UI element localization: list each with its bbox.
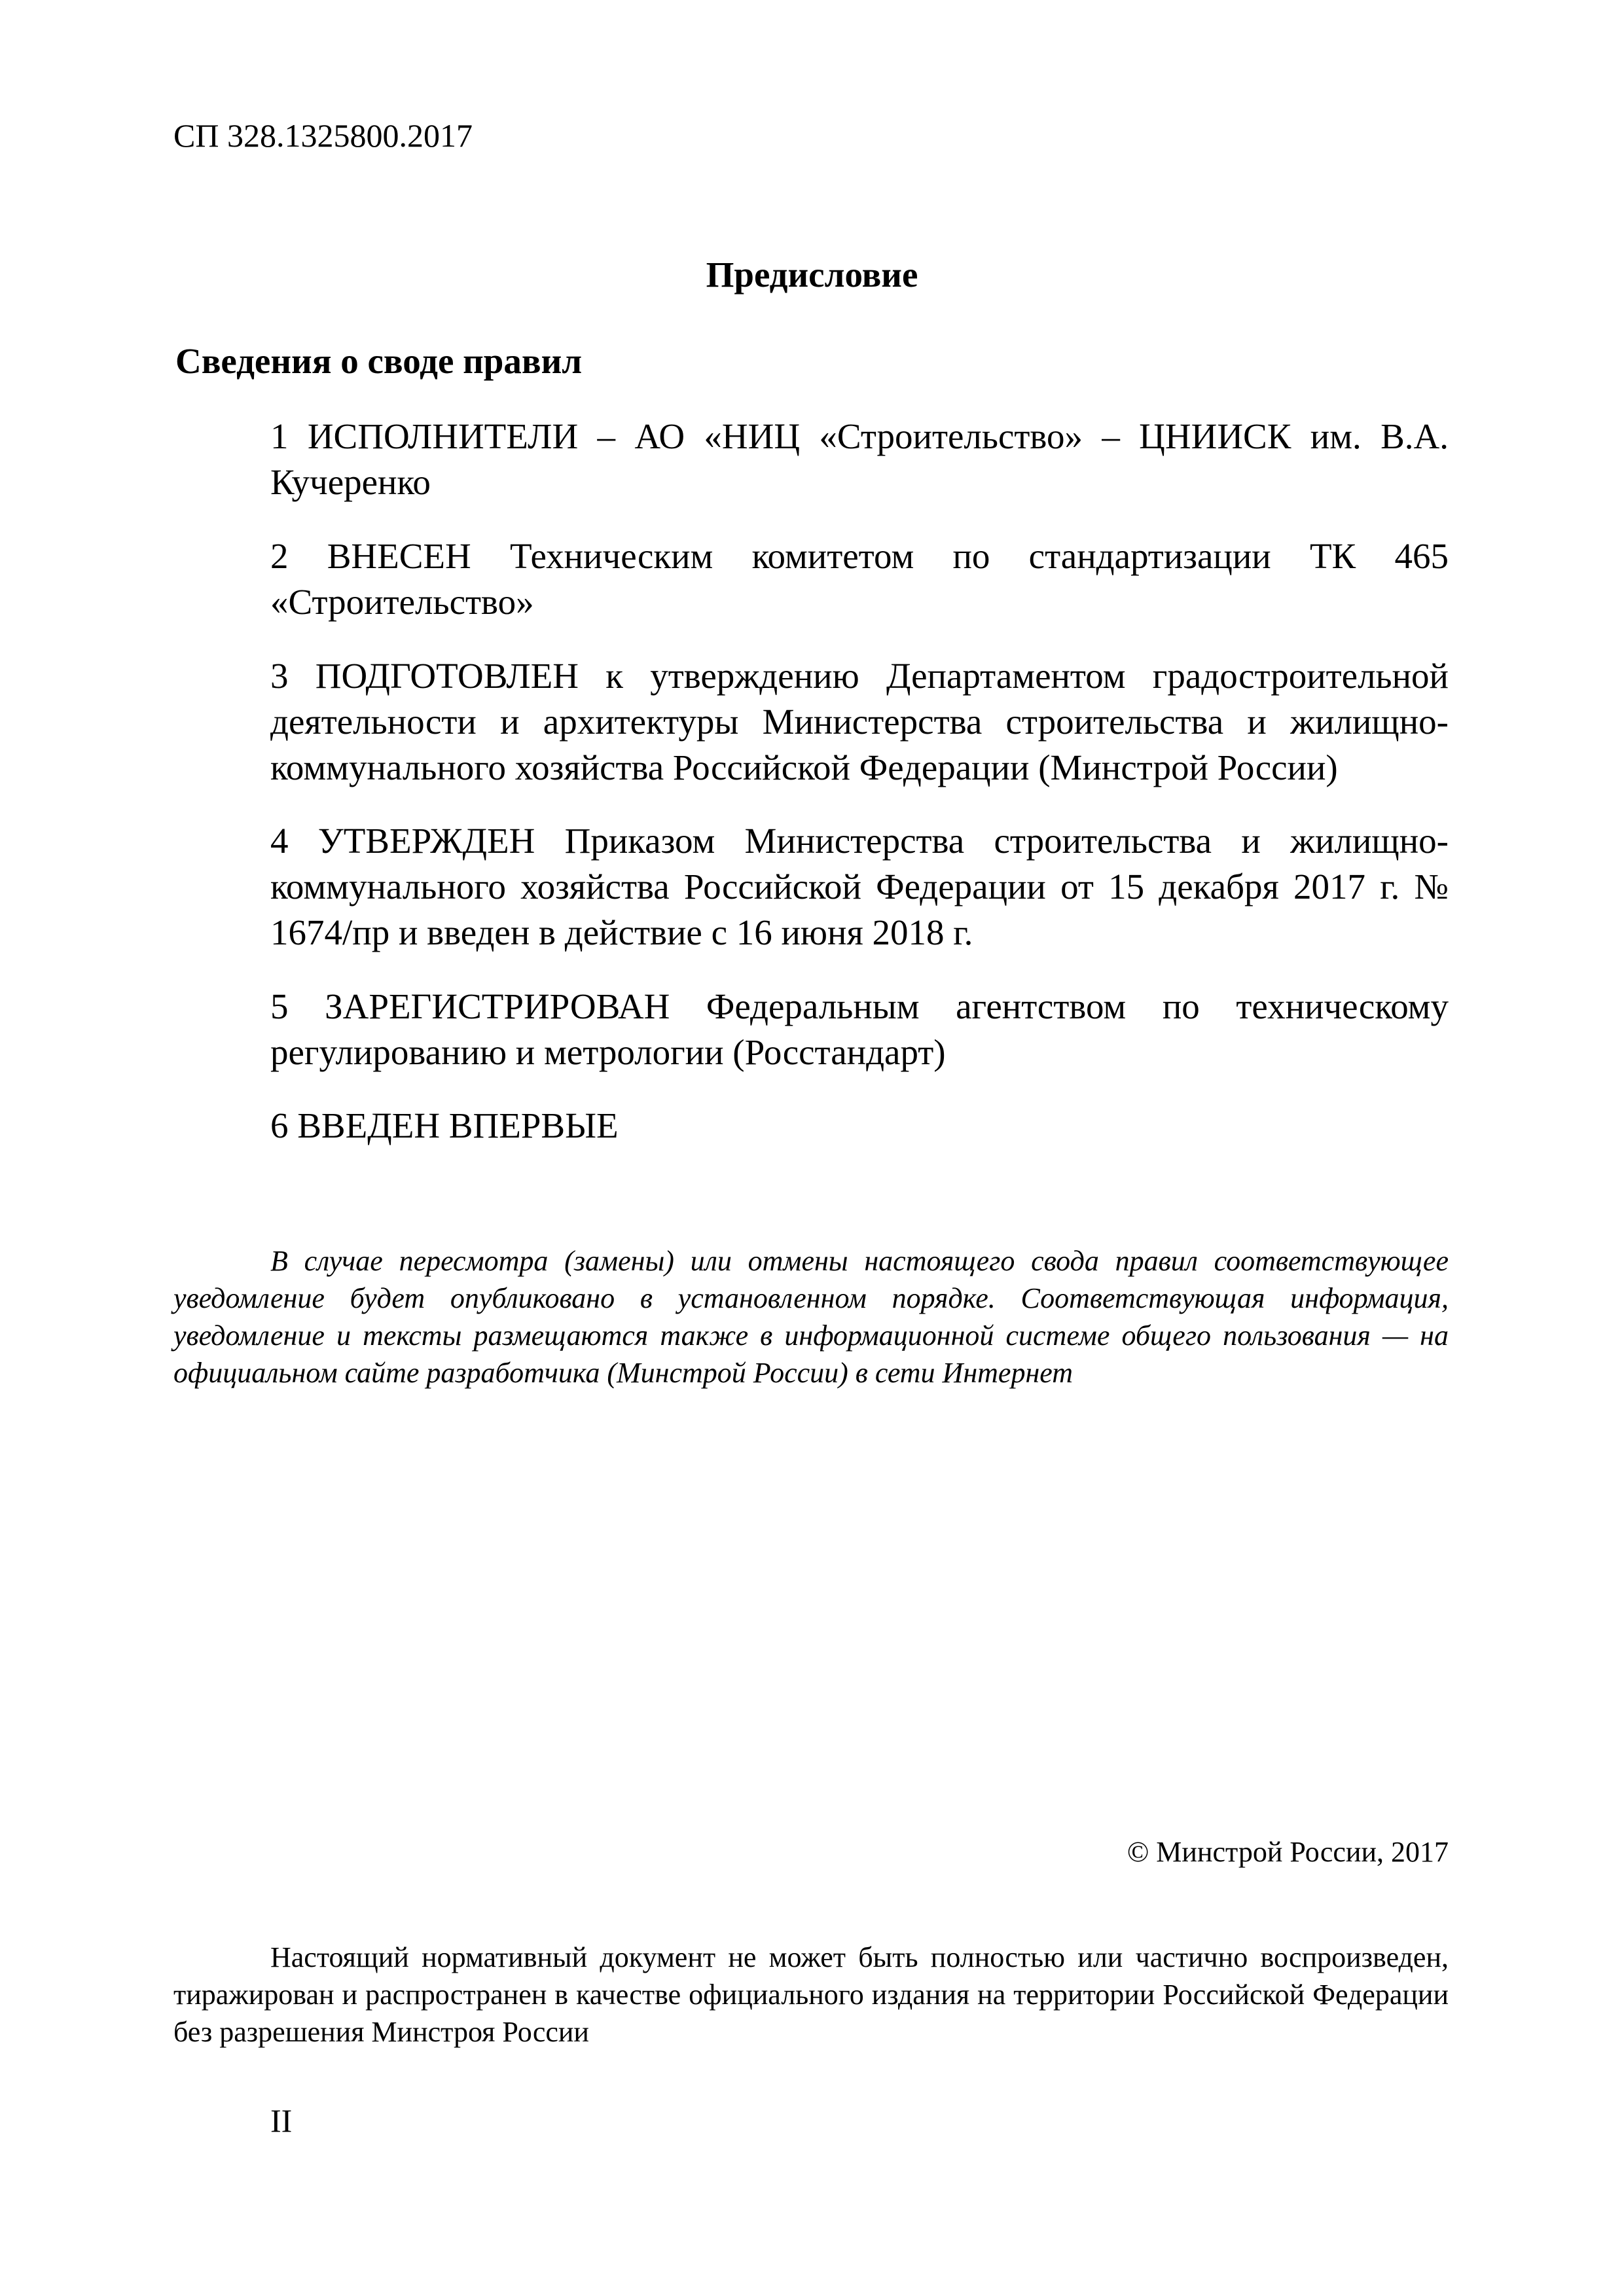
- copyright: © Минстрой России, 2017: [1127, 1836, 1449, 1868]
- document-code: СП 328.1325800.2017: [173, 117, 473, 154]
- info-item-2: 2 ВНЕСЕН Техническим комитетом по стандартизации ТК 465 «Строительство»: [270, 536, 1449, 622]
- legal-notice: Настоящий нормативный документ не может быть полностью или частично воспроизведен, тиражирован и распространен в качестве официального издания на территории Российской Федерации без разрешения Минстроя России: [173, 1941, 1449, 2048]
- section-title: Сведения о своде правил: [175, 341, 583, 381]
- info-item-1: 1 ИСПОЛНИТЕЛИ – АО «НИЦ «Строительство» – ЦНИИСК им. В.А. Кучеренко: [270, 416, 1449, 502]
- info-item-5: 5 ЗАРЕГИСТРИРОВАН Федеральным агентством по техническому регулированию и метрологии (Росстандарт): [270, 986, 1449, 1072]
- info-item-6: 6 ВВЕДЕН ВПЕРВЫЕ: [270, 1105, 619, 1145]
- revision-note: В случае пересмотра (замены) или отмены настоящего свода правил соответствующее уведомление будет опубликовано в установленном порядке. Соответствующая информация, уведомление и тексты размещаются также в информационной системе общего пользования — на официальном сайте разработчика (Минстрой России) в сети Интернет: [173, 1245, 1449, 1389]
- page-title: Предисловие: [706, 255, 918, 295]
- page-number: II: [270, 2102, 293, 2139]
- info-item-4: 4 УТВЕРЖДЕН Приказом Министерства строительства и жилищно-коммунального хозяйства Российской Федерации от 15 декабря 2017 г. № 1674/пр и введен в действие с 16 июня 2018 г.: [270, 821, 1449, 952]
- info-item-3: 3 ПОДГОТОВЛЕН к утверждению Департаментом градостроительной деятельности и архитектуры Министерства строительства и жилищно-коммунального хозяйства Российской Федерации (Минстрой России): [270, 656, 1449, 787]
